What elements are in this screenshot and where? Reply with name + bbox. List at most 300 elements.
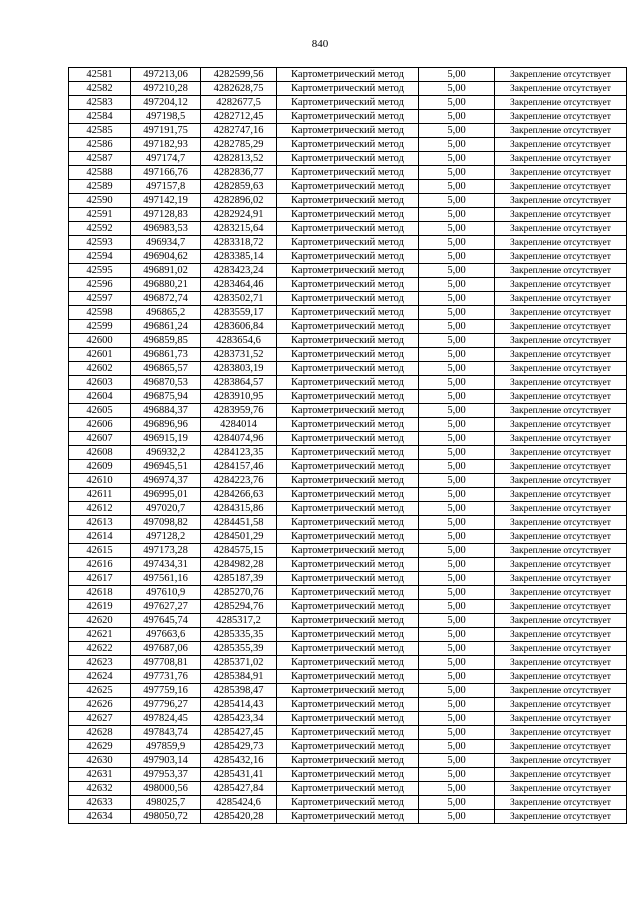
point-number-cell: 42619 [69, 600, 131, 614]
x-coordinate-cell: 497191,75 [131, 124, 201, 138]
x-coordinate-cell: 496872,74 [131, 292, 201, 306]
page-number: 840 [311, 38, 329, 50]
fixation-cell: Закрепление отсутствует [495, 600, 627, 614]
table-row [69, 306, 627, 320]
accuracy-cell: 5,00 [419, 250, 495, 264]
method-cell: Картометрический метод [277, 656, 419, 670]
x-coordinate-cell: 498000,56 [131, 782, 201, 796]
table-row [69, 362, 627, 376]
table-row [69, 250, 627, 264]
table-row [69, 600, 627, 614]
method-cell: Картометрический метод [277, 180, 419, 194]
accuracy-cell: 5,00 [419, 432, 495, 446]
accuracy-cell: 5,00 [419, 726, 495, 740]
accuracy-cell: 5,00 [419, 670, 495, 684]
y-coordinate-cell: 4285427,84 [201, 782, 277, 796]
point-number-cell: 42585 [69, 124, 131, 138]
method-cell: Картометрический метод [277, 796, 419, 810]
fixation-cell: Закрепление отсутствует [495, 194, 627, 208]
y-coordinate-cell: 4284501,29 [201, 530, 277, 544]
fixation-cell: Закрепление отсутствует [495, 782, 627, 796]
accuracy-cell: 5,00 [419, 530, 495, 544]
point-number-cell: 42630 [69, 754, 131, 768]
x-coordinate-cell: 496861,73 [131, 348, 201, 362]
method-cell: Картометрический метод [277, 110, 419, 124]
fixation-cell: Закрепление отсутствует [495, 474, 627, 488]
table-row [69, 516, 627, 530]
x-coordinate-cell: 497731,76 [131, 670, 201, 684]
x-coordinate-cell: 497843,74 [131, 726, 201, 740]
x-coordinate-cell: 496904,62 [131, 250, 201, 264]
accuracy-cell: 5,00 [419, 320, 495, 334]
fixation-cell: Закрепление отсутствует [495, 768, 627, 782]
x-coordinate-cell: 496875,94 [131, 390, 201, 404]
accuracy-cell: 5,00 [419, 166, 495, 180]
method-cell: Картометрический метод [277, 740, 419, 754]
point-number-cell: 42629 [69, 740, 131, 754]
accuracy-cell: 5,00 [419, 348, 495, 362]
accuracy-cell: 5,00 [419, 208, 495, 222]
method-cell: Картометрический метод [277, 768, 419, 782]
point-number-cell: 42620 [69, 614, 131, 628]
y-coordinate-cell: 4284123,35 [201, 446, 277, 460]
table-row [69, 670, 627, 684]
fixation-cell: Закрепление отсутствует [495, 796, 627, 810]
table-row [69, 194, 627, 208]
accuracy-cell: 5,00 [419, 740, 495, 754]
fixation-cell: Закрепление отсутствует [495, 754, 627, 768]
y-coordinate-cell: 4285335,35 [201, 628, 277, 642]
table-row [69, 460, 627, 474]
point-number-cell: 42583 [69, 96, 131, 110]
fixation-cell: Закрепление отсутствует [495, 306, 627, 320]
accuracy-cell: 5,00 [419, 236, 495, 250]
table-row [69, 264, 627, 278]
accuracy-cell: 5,00 [419, 796, 495, 810]
point-number-cell: 42607 [69, 432, 131, 446]
point-number-cell: 42592 [69, 222, 131, 236]
point-number-cell: 42591 [69, 208, 131, 222]
y-coordinate-cell: 4282747,16 [201, 124, 277, 138]
point-number-cell: 42589 [69, 180, 131, 194]
y-coordinate-cell: 4283385,14 [201, 250, 277, 264]
fixation-cell: Закрепление отсутствует [495, 320, 627, 334]
point-number-cell: 42601 [69, 348, 131, 362]
fixation-cell: Закрепление отсутствует [495, 166, 627, 180]
point-number-cell: 42608 [69, 446, 131, 460]
fixation-cell: Закрепление отсутствует [495, 418, 627, 432]
point-number-cell: 42581 [69, 68, 131, 82]
table-row [69, 334, 627, 348]
table-row [69, 796, 627, 810]
table-row [69, 530, 627, 544]
method-cell: Картометрический метод [277, 516, 419, 530]
table-row [69, 404, 627, 418]
accuracy-cell: 5,00 [419, 68, 495, 82]
point-number-cell: 42595 [69, 264, 131, 278]
y-coordinate-cell: 4285398,47 [201, 684, 277, 698]
point-number-cell: 42628 [69, 726, 131, 740]
fixation-cell: Закрепление отсутствует [495, 390, 627, 404]
x-coordinate-cell: 498050,72 [131, 810, 201, 824]
accuracy-cell: 5,00 [419, 390, 495, 404]
table-row [69, 278, 627, 292]
x-coordinate-cell: 496880,21 [131, 278, 201, 292]
accuracy-cell: 5,00 [419, 586, 495, 600]
y-coordinate-cell: 4283606,84 [201, 320, 277, 334]
point-number-cell: 42594 [69, 250, 131, 264]
table-row [69, 390, 627, 404]
point-number-cell: 42593 [69, 236, 131, 250]
accuracy-cell: 5,00 [419, 264, 495, 278]
table-row [69, 740, 627, 754]
table-row [69, 684, 627, 698]
table-row [69, 446, 627, 460]
x-coordinate-cell: 497198,5 [131, 110, 201, 124]
y-coordinate-cell: 4284223,76 [201, 474, 277, 488]
accuracy-cell: 5,00 [419, 362, 495, 376]
accuracy-cell: 5,00 [419, 684, 495, 698]
table-row [69, 96, 627, 110]
x-coordinate-cell: 497953,37 [131, 768, 201, 782]
table-row [69, 166, 627, 180]
accuracy-cell: 5,00 [419, 502, 495, 516]
fixation-cell: Закрепление отсутствует [495, 96, 627, 110]
accuracy-cell: 5,00 [419, 600, 495, 614]
method-cell: Картометрический метод [277, 166, 419, 180]
table-row [69, 222, 627, 236]
accuracy-cell: 5,00 [419, 460, 495, 474]
accuracy-cell: 5,00 [419, 628, 495, 642]
table-row [69, 432, 627, 446]
y-coordinate-cell: 4285431,41 [201, 768, 277, 782]
x-coordinate-cell: 496915,19 [131, 432, 201, 446]
table-row [69, 698, 627, 712]
table-row [69, 754, 627, 768]
y-coordinate-cell: 4285187,39 [201, 572, 277, 586]
accuracy-cell: 5,00 [419, 698, 495, 712]
x-coordinate-cell: 497098,82 [131, 516, 201, 530]
accuracy-cell: 5,00 [419, 572, 495, 586]
accuracy-cell: 5,00 [419, 194, 495, 208]
y-coordinate-cell: 4285424,6 [201, 796, 277, 810]
fixation-cell: Закрепление отсутствует [495, 628, 627, 642]
y-coordinate-cell: 4285427,45 [201, 726, 277, 740]
point-number-cell: 42588 [69, 166, 131, 180]
method-cell: Картометрический метод [277, 390, 419, 404]
fixation-cell: Закрепление отсутствует [495, 544, 627, 558]
x-coordinate-cell: 497759,16 [131, 684, 201, 698]
method-cell: Картометрический метод [277, 348, 419, 362]
method-cell: Картометрический метод [277, 572, 419, 586]
accuracy-cell: 5,00 [419, 768, 495, 782]
x-coordinate-cell: 496995,01 [131, 488, 201, 502]
x-coordinate-cell: 496865,57 [131, 362, 201, 376]
y-coordinate-cell: 4285317,2 [201, 614, 277, 628]
table-row [69, 418, 627, 432]
table-row [69, 138, 627, 152]
method-cell: Картометрический метод [277, 376, 419, 390]
accuracy-cell: 5,00 [419, 418, 495, 432]
y-coordinate-cell: 4284074,96 [201, 432, 277, 446]
y-coordinate-cell: 4285414,43 [201, 698, 277, 712]
x-coordinate-cell: 496891,02 [131, 264, 201, 278]
x-coordinate-cell: 497210,28 [131, 82, 201, 96]
y-coordinate-cell: 4283731,52 [201, 348, 277, 362]
table-row [69, 712, 627, 726]
table-row [69, 152, 627, 166]
method-cell: Картометрический метод [277, 320, 419, 334]
accuracy-cell: 5,00 [419, 110, 495, 124]
y-coordinate-cell: 4285423,34 [201, 712, 277, 726]
point-number-cell: 42616 [69, 558, 131, 572]
point-number-cell: 42596 [69, 278, 131, 292]
point-number-cell: 42590 [69, 194, 131, 208]
point-number-cell: 42587 [69, 152, 131, 166]
table-row [69, 586, 627, 600]
y-coordinate-cell: 4284315,86 [201, 502, 277, 516]
x-coordinate-cell: 497561,16 [131, 572, 201, 586]
method-cell: Картометрический метод [277, 726, 419, 740]
x-coordinate-cell: 497142,19 [131, 194, 201, 208]
fixation-cell: Закрепление отсутствует [495, 446, 627, 460]
point-number-cell: 42605 [69, 404, 131, 418]
method-cell: Картометрический метод [277, 614, 419, 628]
fixation-cell: Закрепление отсутствует [495, 82, 627, 96]
fixation-cell: Закрепление отсутствует [495, 68, 627, 82]
method-cell: Картометрический метод [277, 194, 419, 208]
fixation-cell: Закрепление отсутствует [495, 152, 627, 166]
x-coordinate-cell: 496932,2 [131, 446, 201, 460]
x-coordinate-cell: 497796,27 [131, 698, 201, 712]
fixation-cell: Закрепление отсутствует [495, 236, 627, 250]
accuracy-cell: 5,00 [419, 810, 495, 824]
y-coordinate-cell: 4282859,63 [201, 180, 277, 194]
y-coordinate-cell: 4282785,29 [201, 138, 277, 152]
method-cell: Картометрический метод [277, 222, 419, 236]
y-coordinate-cell: 4282896,02 [201, 194, 277, 208]
fixation-cell: Закрепление отсутствует [495, 432, 627, 446]
x-coordinate-cell: 497645,74 [131, 614, 201, 628]
method-cell: Картометрический метод [277, 432, 419, 446]
fixation-cell: Закрепление отсутствует [495, 222, 627, 236]
fixation-cell: Закрепление отсутствует [495, 740, 627, 754]
accuracy-cell: 5,00 [419, 292, 495, 306]
fixation-cell: Закрепление отсутствует [495, 572, 627, 586]
accuracy-cell: 5,00 [419, 222, 495, 236]
point-number-cell: 42584 [69, 110, 131, 124]
point-number-cell: 42634 [69, 810, 131, 824]
accuracy-cell: 5,00 [419, 614, 495, 628]
x-coordinate-cell: 497182,93 [131, 138, 201, 152]
point-number-cell: 42586 [69, 138, 131, 152]
accuracy-cell: 5,00 [419, 488, 495, 502]
fixation-cell: Закрепление отсутствует [495, 670, 627, 684]
method-cell: Картометрический метод [277, 124, 419, 138]
method-cell: Картометрический метод [277, 782, 419, 796]
y-coordinate-cell: 4283654,6 [201, 334, 277, 348]
point-number-cell: 42623 [69, 656, 131, 670]
table-row [69, 110, 627, 124]
accuracy-cell: 5,00 [419, 474, 495, 488]
point-number-cell: 42614 [69, 530, 131, 544]
accuracy-cell: 5,00 [419, 516, 495, 530]
point-number-cell: 42618 [69, 586, 131, 600]
method-cell: Картометрический метод [277, 446, 419, 460]
x-coordinate-cell: 497213,06 [131, 68, 201, 82]
table-row [69, 544, 627, 558]
accuracy-cell: 5,00 [419, 544, 495, 558]
method-cell: Картометрический метод [277, 810, 419, 824]
accuracy-cell: 5,00 [419, 656, 495, 670]
method-cell: Картометрический метод [277, 460, 419, 474]
method-cell: Картометрический метод [277, 684, 419, 698]
method-cell: Картометрический метод [277, 586, 419, 600]
fixation-cell: Закрепление отсутствует [495, 362, 627, 376]
x-coordinate-cell: 496861,24 [131, 320, 201, 334]
method-cell: Картометрический метод [277, 670, 419, 684]
accuracy-cell: 5,00 [419, 278, 495, 292]
fixation-cell: Закрепление отсутствует [495, 656, 627, 670]
method-cell: Картометрический метод [277, 278, 419, 292]
x-coordinate-cell: 497708,81 [131, 656, 201, 670]
accuracy-cell: 5,00 [419, 138, 495, 152]
point-number-cell: 42632 [69, 782, 131, 796]
y-coordinate-cell: 4283423,24 [201, 264, 277, 278]
table-row [69, 208, 627, 222]
x-coordinate-cell: 497434,31 [131, 558, 201, 572]
y-coordinate-cell: 4282924,91 [201, 208, 277, 222]
y-coordinate-cell: 4285432,16 [201, 754, 277, 768]
x-coordinate-cell: 497128,83 [131, 208, 201, 222]
method-cell: Картометрический метод [277, 68, 419, 82]
y-coordinate-cell: 4283803,19 [201, 362, 277, 376]
x-coordinate-cell: 497204,12 [131, 96, 201, 110]
method-cell: Картометрический метод [277, 404, 419, 418]
fixation-cell: Закрепление отсутствует [495, 502, 627, 516]
fixation-cell: Закрепление отсутствует [495, 138, 627, 152]
x-coordinate-cell: 496865,2 [131, 306, 201, 320]
point-number-cell: 42604 [69, 390, 131, 404]
table-row [69, 628, 627, 642]
fixation-cell: Закрепление отсутствует [495, 278, 627, 292]
x-coordinate-cell: 497020,7 [131, 502, 201, 516]
x-coordinate-cell: 497610,9 [131, 586, 201, 600]
point-number-cell: 42613 [69, 516, 131, 530]
point-number-cell: 42606 [69, 418, 131, 432]
x-coordinate-cell: 497824,45 [131, 712, 201, 726]
y-coordinate-cell: 4282813,52 [201, 152, 277, 166]
fixation-cell: Закрепление отсутствует [495, 124, 627, 138]
point-number-cell: 42610 [69, 474, 131, 488]
accuracy-cell: 5,00 [419, 446, 495, 460]
point-number-cell: 42624 [69, 670, 131, 684]
table-row [69, 782, 627, 796]
table-row [69, 82, 627, 96]
point-number-cell: 42611 [69, 488, 131, 502]
y-coordinate-cell: 4283559,17 [201, 306, 277, 320]
point-number-cell: 42599 [69, 320, 131, 334]
fixation-cell: Закрепление отсутствует [495, 516, 627, 530]
method-cell: Картометрический метод [277, 642, 419, 656]
point-number-cell: 42627 [69, 712, 131, 726]
x-coordinate-cell: 496884,37 [131, 404, 201, 418]
x-coordinate-cell: 498025,7 [131, 796, 201, 810]
y-coordinate-cell: 4282599,56 [201, 68, 277, 82]
accuracy-cell: 5,00 [419, 404, 495, 418]
fixation-cell: Закрепление отсутствует [495, 530, 627, 544]
point-number-cell: 42597 [69, 292, 131, 306]
table-row [69, 236, 627, 250]
fixation-cell: Закрепление отсутствует [495, 488, 627, 502]
method-cell: Картометрический метод [277, 530, 419, 544]
table-row [69, 292, 627, 306]
fixation-cell: Закрепление отсутствует [495, 110, 627, 124]
y-coordinate-cell: 4285384,91 [201, 670, 277, 684]
y-coordinate-cell: 4282836,77 [201, 166, 277, 180]
y-coordinate-cell: 4284451,58 [201, 516, 277, 530]
x-coordinate-cell: 496974,37 [131, 474, 201, 488]
method-cell: Картометрический метод [277, 698, 419, 712]
fixation-cell: Закрепление отсутствует [495, 698, 627, 712]
x-coordinate-cell: 497903,14 [131, 754, 201, 768]
table-row [69, 348, 627, 362]
accuracy-cell: 5,00 [419, 642, 495, 656]
accuracy-cell: 5,00 [419, 152, 495, 166]
method-cell: Картометрический метод [277, 558, 419, 572]
table-row [69, 614, 627, 628]
method-cell: Картометрический метод [277, 306, 419, 320]
point-number-cell: 42615 [69, 544, 131, 558]
coordinates-table [68, 67, 627, 824]
fixation-cell: Закрепление отсутствует [495, 180, 627, 194]
x-coordinate-cell: 496859,85 [131, 334, 201, 348]
method-cell: Картометрический метод [277, 502, 419, 516]
table-row [69, 376, 627, 390]
x-coordinate-cell: 496945,51 [131, 460, 201, 474]
table-row [69, 642, 627, 656]
method-cell: Картометрический метод [277, 712, 419, 726]
table-row [69, 488, 627, 502]
table-row [69, 124, 627, 138]
y-coordinate-cell: 4285294,76 [201, 600, 277, 614]
x-coordinate-cell: 497157,8 [131, 180, 201, 194]
point-number-cell: 42621 [69, 628, 131, 642]
point-number-cell: 42612 [69, 502, 131, 516]
point-number-cell: 42617 [69, 572, 131, 586]
method-cell: Картометрический метод [277, 250, 419, 264]
y-coordinate-cell: 4285355,39 [201, 642, 277, 656]
y-coordinate-cell: 4282628,75 [201, 82, 277, 96]
point-number-cell: 42609 [69, 460, 131, 474]
table-row [69, 68, 627, 82]
point-number-cell: 42626 [69, 698, 131, 712]
accuracy-cell: 5,00 [419, 82, 495, 96]
method-cell: Картометрический метод [277, 152, 419, 166]
method-cell: Картометрический метод [277, 754, 419, 768]
point-number-cell: 42600 [69, 334, 131, 348]
accuracy-cell: 5,00 [419, 558, 495, 572]
accuracy-cell: 5,00 [419, 754, 495, 768]
accuracy-cell: 5,00 [419, 334, 495, 348]
fixation-cell: Закрепление отсутствует [495, 684, 627, 698]
y-coordinate-cell: 4282712,45 [201, 110, 277, 124]
method-cell: Картометрический метод [277, 96, 419, 110]
table-row [69, 656, 627, 670]
method-cell: Картометрический метод [277, 292, 419, 306]
accuracy-cell: 5,00 [419, 124, 495, 138]
coordinates-table-body [69, 68, 627, 824]
